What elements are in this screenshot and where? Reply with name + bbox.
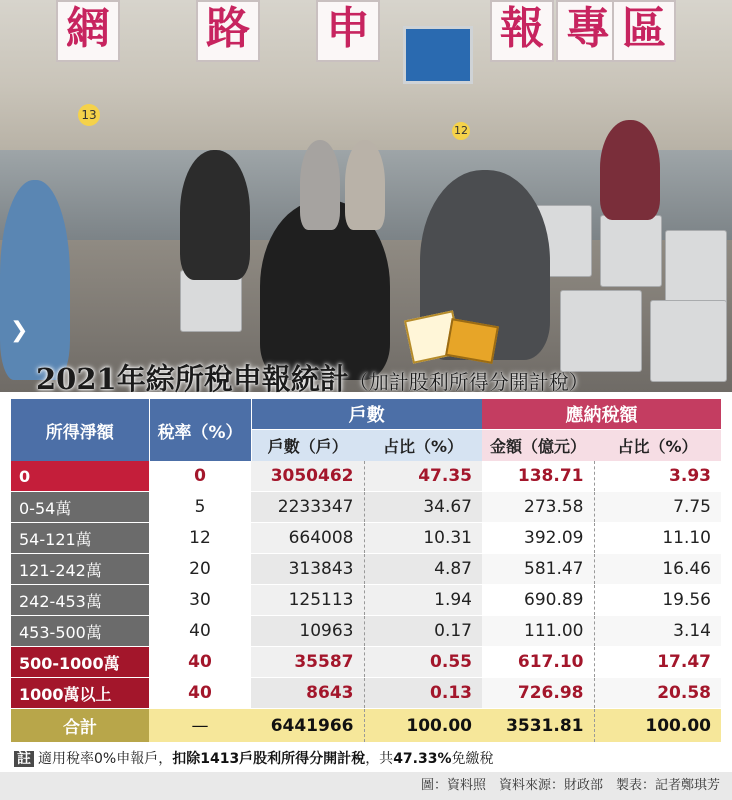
row-amount-pct: 19.56 — [594, 585, 721, 616]
header-households: 戶數（戶） — [251, 430, 364, 462]
sign-character: 申 — [316, 0, 380, 62]
header-group-tax: 應納稅額 — [482, 399, 721, 430]
table-row — [11, 554, 721, 585]
credit-text: 圖：資料照 資料來源：財政部 製表：記者鄭琪芳 — [420, 778, 720, 793]
person-figure — [300, 140, 340, 230]
header-income: 所得淨額 — [11, 399, 149, 461]
row-households: 664008 — [251, 523, 364, 554]
row-amount-pct: 7.75 — [594, 492, 721, 523]
total-amount-pct: 100.00 — [594, 709, 721, 743]
total-households: 6441966 — [251, 709, 364, 743]
row-amount: 392.09 — [482, 523, 594, 554]
sign-character: 網 — [56, 0, 120, 62]
row-label: 242-453萬 — [11, 585, 149, 616]
row-amount-pct: 3.93 — [594, 461, 721, 492]
row-rate: 40 — [149, 616, 251, 647]
table-row — [11, 461, 721, 492]
counter-number-badge: 13 — [78, 104, 100, 126]
table-row — [11, 678, 721, 709]
total-rate: — — [149, 709, 251, 743]
table-row — [11, 523, 721, 554]
row-households: 8643 — [251, 678, 364, 709]
total-households-pct: 100.00 — [364, 709, 482, 743]
sign-character: 專 — [556, 0, 620, 62]
row-amount-pct: 16.46 — [594, 554, 721, 585]
row-rate: 0 — [149, 461, 251, 492]
total-amount: 3531.81 — [482, 709, 594, 743]
row-households-pct: 0.17 — [364, 616, 482, 647]
row-label: 121-242萬 — [11, 554, 149, 585]
footnote-tag: 註 — [14, 751, 34, 767]
row-households-pct: 0.13 — [364, 678, 482, 709]
person-figure — [0, 180, 70, 380]
tax-statistics-table — [11, 399, 721, 742]
sign-character: 區 — [612, 0, 676, 62]
row-amount-pct: 17.47 — [594, 647, 721, 678]
sign-character: 報 — [490, 0, 554, 62]
row-households-pct: 1.94 — [364, 585, 482, 616]
footnote — [14, 748, 494, 768]
row-households-pct: 4.87 — [364, 554, 482, 585]
table-total-row — [11, 709, 721, 743]
footnote-percent: 47.33% — [393, 751, 452, 767]
row-rate: 40 — [149, 678, 251, 709]
row-amount: 726.98 — [482, 678, 594, 709]
row-label: 0-54萬 — [11, 492, 149, 523]
row-households: 2233347 — [251, 492, 364, 523]
row-households-pct: 10.31 — [364, 523, 482, 554]
row-rate: 12 — [149, 523, 251, 554]
total-label: 合計 — [11, 709, 149, 743]
table-row — [11, 647, 721, 678]
table-row — [11, 492, 721, 523]
row-amount: 690.89 — [482, 585, 594, 616]
news-photo — [0, 0, 732, 392]
row-amount: 581.47 — [482, 554, 594, 585]
header-amount: 金額（億元） — [482, 430, 594, 462]
row-households: 3050462 — [251, 461, 364, 492]
row-rate: 20 — [149, 554, 251, 585]
row-amount: 138.71 — [482, 461, 594, 492]
row-households-pct: 34.67 — [364, 492, 482, 523]
row-amount-pct: 3.14 — [594, 616, 721, 647]
footnote-text: 免繳稅 — [451, 751, 494, 767]
chart-title-sub: （加計股利所得分開計稅） — [348, 370, 589, 394]
waiting-chair — [650, 300, 727, 382]
row-households: 35587 — [251, 647, 364, 678]
row-households-pct: 0.55 — [364, 647, 482, 678]
info-monitor — [403, 26, 473, 84]
header-households-pct: 占比（%） — [364, 430, 482, 462]
header-group-households: 戶數 — [251, 399, 482, 430]
table-row — [11, 585, 721, 616]
row-label: 0 — [11, 461, 149, 492]
waiting-chair — [600, 215, 662, 287]
row-rate: 40 — [149, 647, 251, 678]
row-label: 453-500萬 — [11, 616, 149, 647]
person-figure — [180, 150, 250, 280]
counter-number-badge: 12 — [452, 122, 470, 140]
row-label: 500-1000萬 — [11, 647, 149, 678]
row-label: 54-121萬 — [11, 523, 149, 554]
header-rate: 稅率（%） — [149, 399, 251, 461]
row-households: 125113 — [251, 585, 364, 616]
row-amount: 111.00 — [482, 616, 594, 647]
row-households: 313843 — [251, 554, 364, 585]
row-amount: 617.10 — [482, 647, 594, 678]
row-amount: 273.58 — [482, 492, 594, 523]
row-amount-pct: 11.10 — [594, 523, 721, 554]
row-label: 1000萬以上 — [11, 678, 149, 709]
chart-title — [36, 357, 589, 398]
row-rate: 5 — [149, 492, 251, 523]
footnote-text: 適用稅率0%申報戶， — [38, 751, 173, 767]
row-households-pct: 47.35 — [364, 461, 482, 492]
credit-bar — [0, 772, 732, 800]
person-figure — [600, 120, 660, 220]
table-row — [11, 616, 721, 647]
footnote-text: ，共 — [365, 751, 394, 767]
row-households: 10963 — [251, 616, 364, 647]
row-amount-pct: 20.58 — [594, 678, 721, 709]
person-figure — [345, 140, 385, 230]
row-rate: 30 — [149, 585, 251, 616]
chart-title-main: 2021年綜所稅申報統計 — [36, 362, 349, 396]
header-amount-pct: 占比（%） — [594, 430, 721, 462]
footnote-text-bold: 扣除1413戶股利所得分開計稅 — [172, 751, 366, 767]
carousel-arrow-icon: ❯ — [10, 318, 29, 343]
sign-character: 路 — [196, 0, 260, 62]
